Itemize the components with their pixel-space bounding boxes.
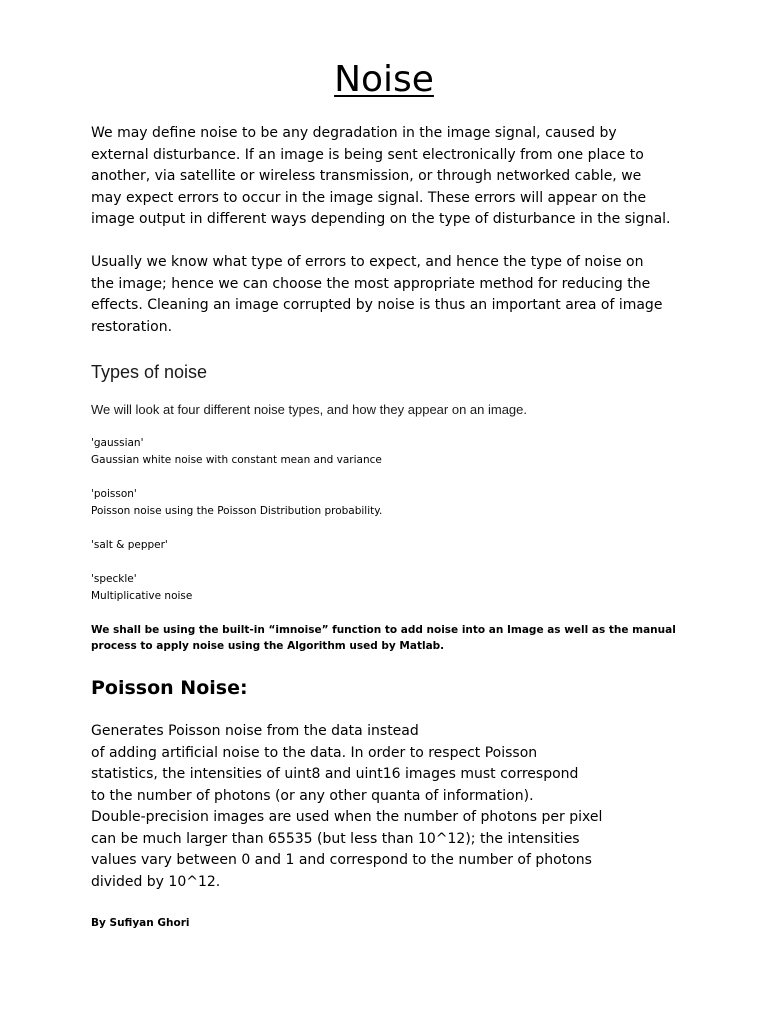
paragraph-line: to the number of photons (or any other quanta of information).: [91, 787, 534, 804]
noise-type-item: [91, 571, 192, 605]
paragraph-line: Generates Poisson noise from the data instead: [91, 723, 419, 739]
noise-type-description: Gaussian white noise with constant mean and variance: [91, 454, 382, 466]
poisson-paragraph: [91, 721, 703, 893]
noise-type-item: [91, 486, 382, 520]
paragraph-line: may expect errors to occur in the image signal. These errors will appear on the: [91, 189, 647, 206]
types-intro: We will look at four different noise types, and how they appear on an image.: [91, 402, 528, 417]
paragraph-line: image output in different ways depending on the type of disturbance in the signal.: [91, 211, 671, 227]
paragraph-line: another, via satellite or wireless transmission, or through networked cable, we: [91, 168, 642, 184]
noise-type-description: Poisson noise using the Poisson Distribution probability.: [91, 505, 383, 517]
imnoise-note: [91, 622, 676, 654]
noise-type-name: 'poisson': [91, 488, 137, 500]
noise-type-item: [91, 435, 382, 469]
noise-type-name: 'speckle': [91, 573, 137, 585]
author-byline: By Sufiyan Ghori: [91, 917, 190, 929]
second-paragraph: [91, 252, 703, 338]
note-line: We shall be using the built-in “imnoise” function to add noise into an Image as well as the manual: [91, 624, 676, 636]
types-heading: Types of noise: [91, 362, 208, 382]
paragraph-line: Double-precision images are used when the number of photons per pixel: [91, 809, 603, 825]
poisson-heading: Poisson Noise:: [91, 677, 248, 699]
paragraph-line: external disturbance. If an image is being sent electronically from one place to: [91, 146, 644, 163]
noise-type-name: 'gaussian': [91, 437, 144, 449]
paragraph-line: values vary between 0 and 1 and correspond to the number of photons: [91, 852, 592, 868]
paragraph-line: restoration.: [91, 318, 173, 335]
paragraph-line: divided by 10^12.: [91, 873, 221, 890]
paragraph-line: of adding artificial noise to the data. In order to respect Poisson: [91, 744, 538, 761]
paragraph-line: We may define noise to be any degradation in the image signal, caused by: [91, 125, 617, 141]
paragraph-line: can be much larger than 65535 (but less than 10^12); the intensities: [91, 830, 580, 847]
paragraph-line: Usually we know what type of errors to expect, and hence the type of noise on: [91, 254, 644, 270]
paragraph-line: the image; hence we can choose the most appropriate method for reducing the: [91, 275, 651, 292]
intro-paragraph: [91, 123, 703, 231]
note-line: process to apply noise using the Algorithm used by Matlab.: [91, 640, 445, 652]
noise-type-name: 'salt & pepper': [91, 539, 168, 551]
paragraph-line: effects. Cleaning an image corrupted by noise is thus an important area of image: [91, 297, 663, 313]
paragraph-line: statistics, the intensities of uint8 and uint16 images must correspond: [91, 766, 579, 782]
noise-type-description: Multiplicative noise: [91, 590, 193, 602]
noise-type-item: [91, 537, 168, 554]
page-title: Noise: [334, 59, 434, 100]
